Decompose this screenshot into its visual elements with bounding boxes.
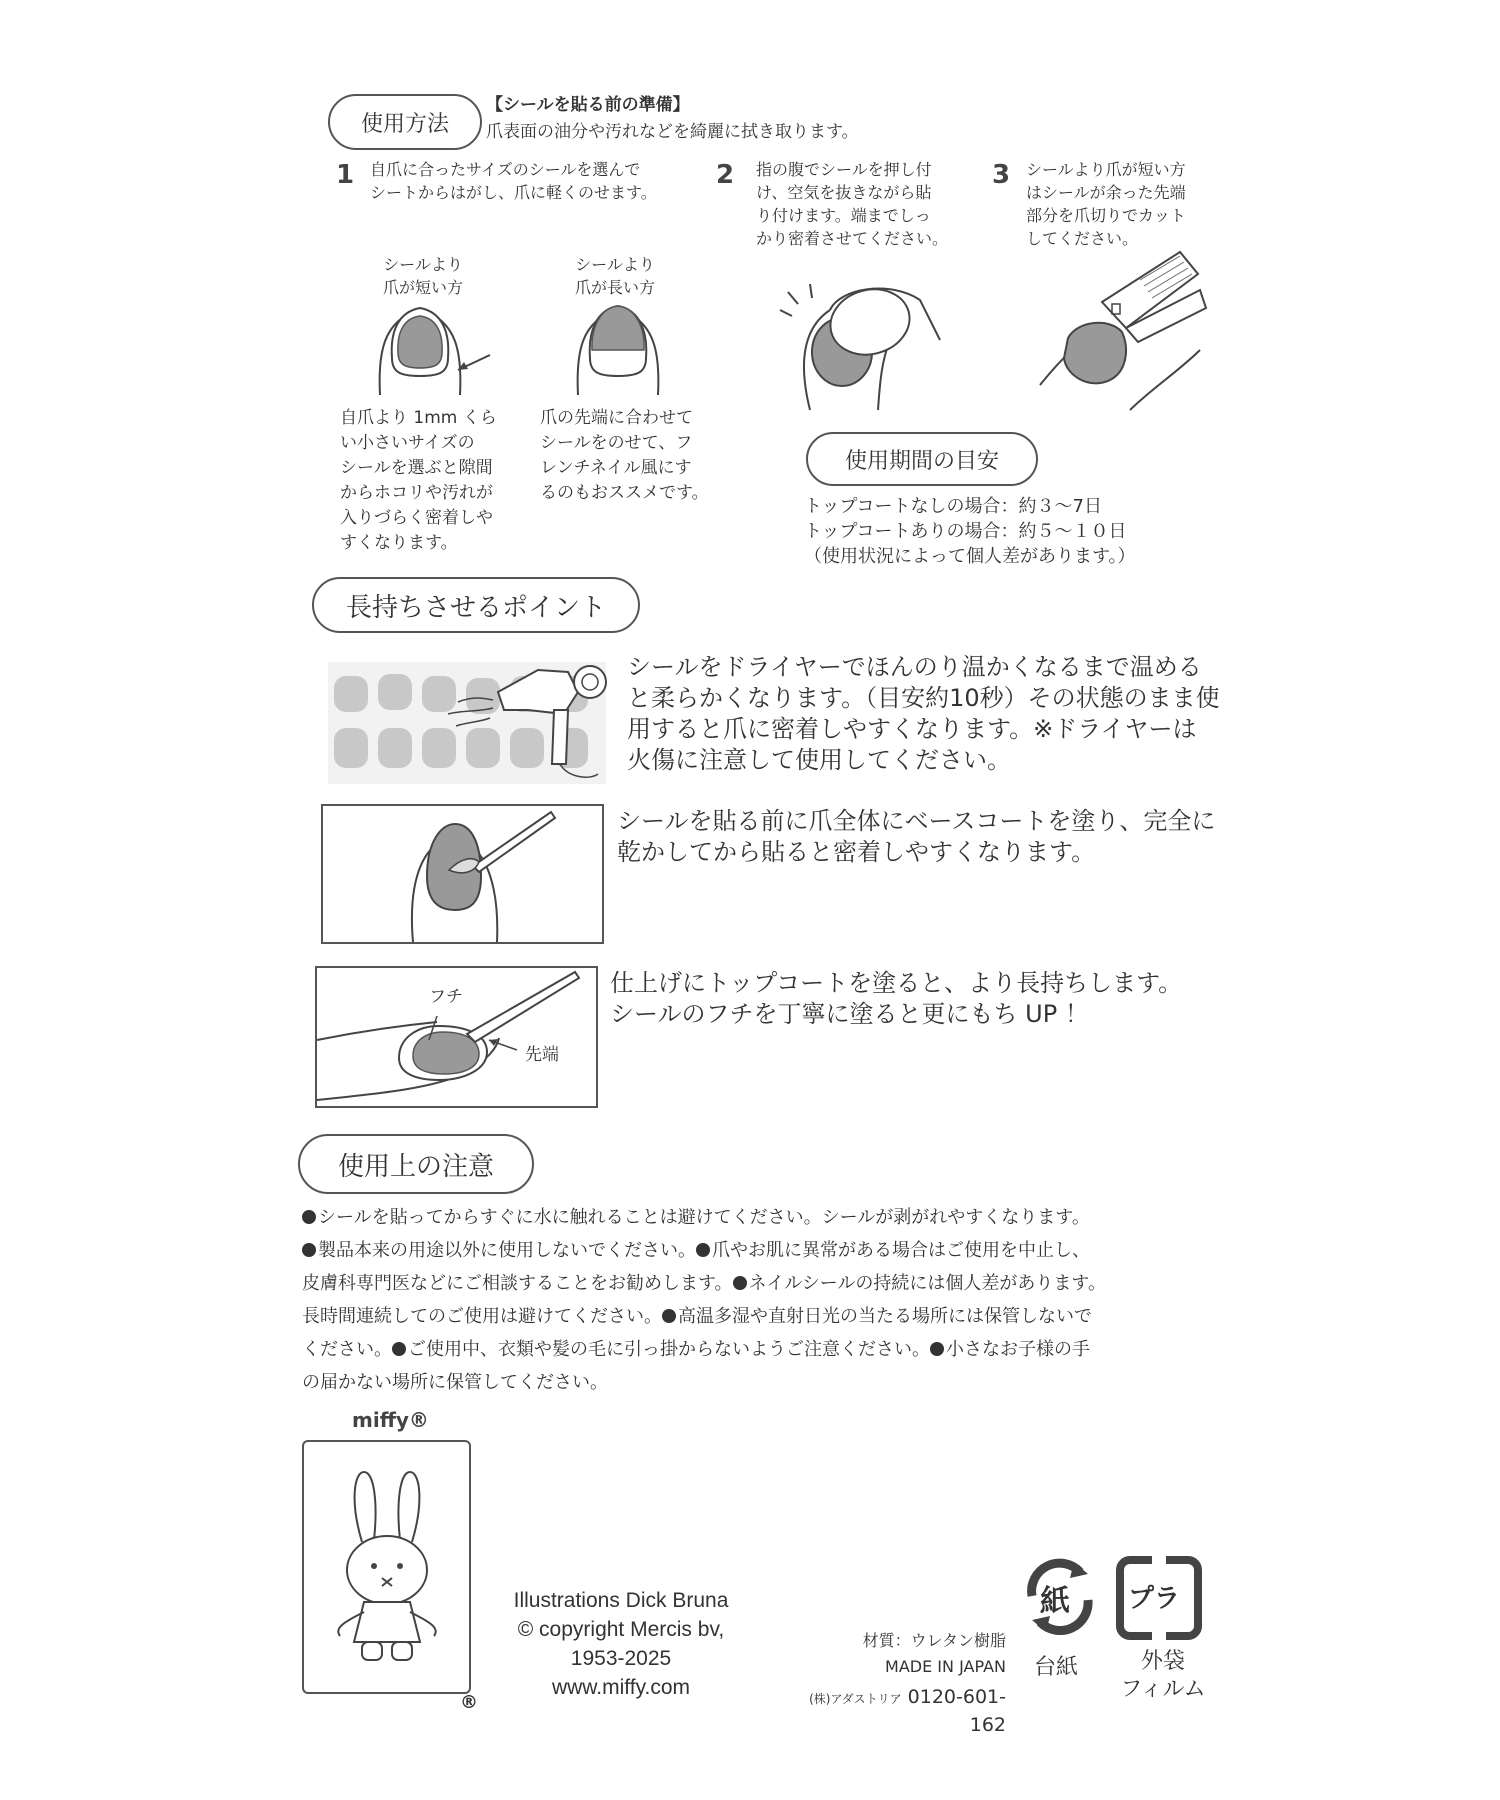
- caution-title: 使用上の注意: [337, 1151, 494, 1182]
- bullet-icon: [662, 1309, 676, 1323]
- bullet-icon: [302, 1243, 316, 1257]
- caution-item: ください。: [302, 1339, 392, 1360]
- paper-recycle-icon: [1020, 1556, 1100, 1646]
- miffy-illustration: [302, 1440, 471, 1694]
- top-coat-illustration: [315, 966, 598, 1108]
- company: (株)アダストリア: [809, 1692, 902, 1706]
- paper-label: 台紙: [1034, 1655, 1079, 1680]
- long-nail-label: シールより 爪が長い方: [574, 255, 655, 297]
- caution-list: [302, 1201, 1222, 1399]
- plastic-label: 外袋 フィルム: [1120, 1649, 1206, 1702]
- long-nail-desc: 爪の先端に合わせて シールをのせて、フ レンチネイル風にす るのもおススメです。: [540, 408, 709, 503]
- usage-title-badge: [328, 94, 482, 150]
- caution-item: 爪やお肌に異常がある場合はご使用を中止し、: [712, 1240, 1090, 1261]
- caution-item: ご使用中、衣類や髪の毛に引っ掛からないようご注意ください。: [408, 1339, 930, 1360]
- step-1-text: 自爪に合ったサイズのシールを選んで シートからはがし、爪に軽くのせます。: [370, 160, 657, 202]
- caution-item: 長時間連続してのご使用は避けてください。: [302, 1306, 662, 1327]
- caution-item: ネイルシールの持続には個人差があります。: [748, 1273, 1106, 1294]
- tips-title: 長持ちさせるポイント: [345, 592, 606, 623]
- registered-mark: ®: [460, 1692, 478, 1713]
- long-nail-illustration: [568, 300, 678, 400]
- caution-item: 製品本来の用途以外に使用しないでください。: [318, 1240, 696, 1261]
- tips-title-badge: [312, 577, 640, 633]
- credit-line-2: © copyright Mercis bv,: [517, 1618, 725, 1641]
- caution-title-badge: [298, 1134, 534, 1194]
- short-nail-desc: 自爪より 1mm くら い小さいサイズの シールを選ぶと隙間 からホコリや汚れが 入りづらく密着しや すくなります。: [340, 408, 497, 553]
- prep-block: [486, 92, 859, 146]
- tip-3-text: 仕上げにトップコートを塗ると、より長持ちします。 シールのフチを丁寧に塗ると更にもち UP ！: [610, 969, 1183, 1028]
- caution-item: 小さなお子様の手: [946, 1339, 1090, 1360]
- bullet-icon: [733, 1276, 747, 1290]
- plastic-mark: プラ: [1128, 1584, 1181, 1614]
- short-nail-label: シールより 爪が短い方: [382, 255, 463, 297]
- nail-clipper-illustration: [1030, 250, 1210, 430]
- credit-line-3: 1953-2025: [570, 1647, 672, 1670]
- tip-1-text: シールをドライヤーでほんのり温かくなるまで温める と柔らかくなります。（目安約10秒）その状態のまま使 用すると爪に密着しやすくなります。※ドライヤーは 火傷に注意して使用してください。: [627, 653, 1220, 774]
- bullet-icon: [392, 1342, 406, 1356]
- step-3-number: 3: [992, 160, 1011, 190]
- paper-mark: 紙: [1040, 1584, 1070, 1619]
- step-2-text: 指の腹でシールを押し付 け、空気を抜きながら貼 り付けます。端までしっ かり密着させてください。: [756, 160, 949, 248]
- short-nail-illustration: [370, 300, 510, 400]
- caution-item: シールを貼ってからすぐに水に触れることは避けてください。シールが剥がれやすくなります。: [318, 1207, 1090, 1228]
- credit-line-1: Illustrations Dick Bruna: [513, 1589, 729, 1612]
- step-3-text: シールより爪が短い方 はシールが余った先端 部分を爪切りでカット してください。: [1026, 160, 1186, 248]
- step-2-number: 2: [716, 160, 735, 190]
- dryer-illustration: [328, 662, 606, 784]
- miffy-logo: miffy®: [352, 1408, 429, 1432]
- tip-label: 先端: [525, 1045, 559, 1065]
- bullet-icon: [696, 1243, 710, 1257]
- press-sticker-illustration: [770, 270, 950, 410]
- prep-text: 爪表面の油分や汚れなどを綺麗に拭き取ります。: [486, 122, 859, 142]
- phone: 0120-601-162: [907, 1686, 1006, 1736]
- bullet-icon: [930, 1342, 944, 1356]
- base-coat-illustration: [321, 804, 604, 944]
- prep-title: 【シールを貼る前の準備】: [486, 95, 690, 115]
- usage-title: 使用方法: [360, 111, 449, 137]
- miffy-url: www.miffy.com: [551, 1676, 691, 1699]
- period-text: トップコートなしの場合：約３～7日 トップコートありの場合：約５～１０日 （使用状況によって個人差があります。）: [804, 496, 1136, 567]
- caution-item: 皮膚科専門医などにご相談することをお勧めします。: [302, 1273, 733, 1294]
- product-info: [778, 1628, 1006, 1738]
- material: 材質：ウレタン樹脂: [862, 1631, 1006, 1650]
- caution-item: 高温多湿や直射日光の当たる場所には保管しないで: [678, 1306, 1092, 1327]
- credit-block: [498, 1586, 744, 1702]
- edge-label: フチ: [429, 987, 463, 1007]
- step-1-number: 1: [336, 160, 355, 190]
- caution-item: の届かない場所に保管してください。: [302, 1372, 608, 1393]
- period-title-badge: [806, 432, 1038, 486]
- tip-2-text: シールを貼る前に爪全体にベースコートを塗り、完全に 乾かしてから貼ると密着しやすくなります。: [617, 807, 1216, 866]
- bullet-icon: [302, 1210, 316, 1224]
- period-title: 使用期間の目安: [844, 448, 999, 474]
- made-in: MADE IN JAPAN: [885, 1657, 1006, 1676]
- plastic-recycle-icon: [1116, 1556, 1202, 1642]
